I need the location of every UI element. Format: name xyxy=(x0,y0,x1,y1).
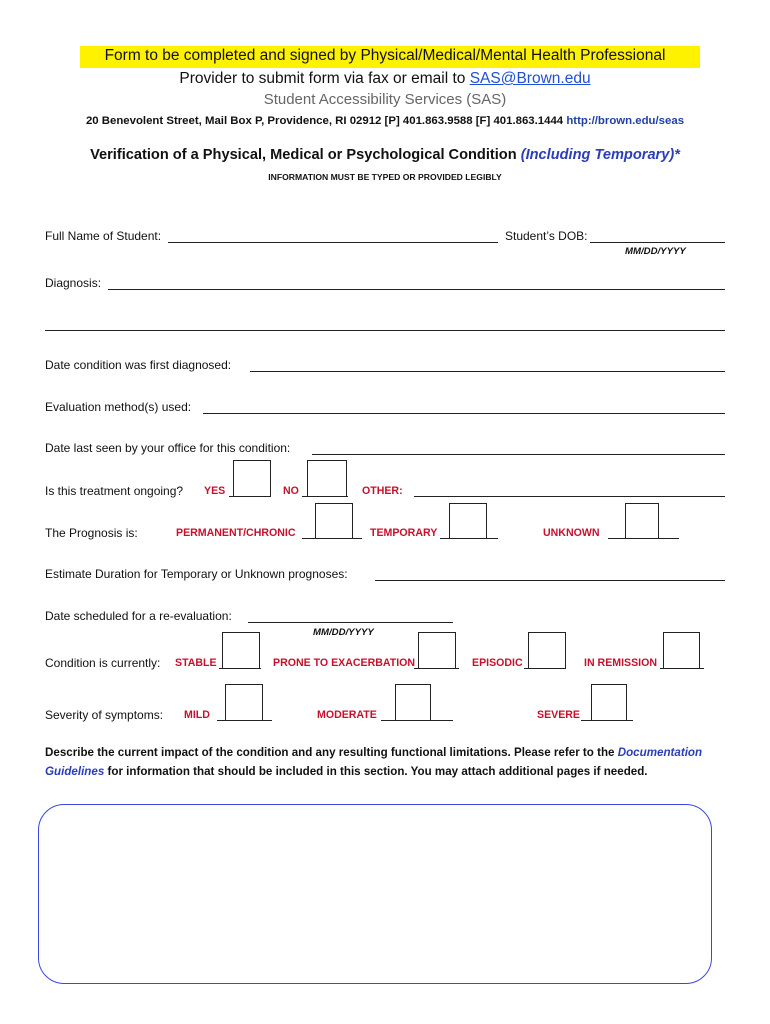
severity-moderate-label: MODERATE xyxy=(317,709,377,721)
description-textarea[interactable] xyxy=(38,804,712,984)
condition-remission-checkbox[interactable] xyxy=(663,632,700,669)
form-title: Verification of a Physical, Medical or Psychological Condition (Including Temporary)* xyxy=(90,147,680,163)
ongoing-other-field[interactable] xyxy=(414,496,725,497)
date-last-field[interactable] xyxy=(312,454,725,455)
severity-label: Severity of symptoms: xyxy=(45,708,164,722)
condition-episodic-checkbox[interactable] xyxy=(528,632,566,669)
form-subtitle: INFORMATION MUST BE TYPED OR PROVIDED LEGIBLY xyxy=(268,172,502,182)
ongoing-label: Is this treatment ongoing? xyxy=(45,484,184,498)
condition-remission-label: IN REMISSION xyxy=(584,657,657,669)
severity-moderate-checkbox[interactable] xyxy=(395,684,431,721)
date-last-label: Date last seen by your office for this condition: xyxy=(45,441,291,455)
condition-label: Condition is currently: xyxy=(45,656,161,670)
reeval-label: Date scheduled for a re-evaluation: xyxy=(45,609,232,623)
evaluation-field[interactable] xyxy=(203,413,725,414)
prognosis-temporary-label: TEMPORARY xyxy=(370,527,438,539)
full-name-label: Full Name of Student: xyxy=(45,229,162,243)
guidelines-link[interactable]: Documentation Guidelines xyxy=(45,746,703,778)
ongoing-yes-checkbox[interactable] xyxy=(233,460,271,497)
submit-instructions: Provider to submit form via fax or email to SAS@Brown.edu xyxy=(179,70,591,87)
reeval-field[interactable] xyxy=(248,622,453,623)
date-first-field[interactable] xyxy=(250,371,725,372)
severity-severe-checkbox[interactable] xyxy=(591,684,627,721)
condition-prone-label: PRONE TO EXACERBATION xyxy=(273,657,416,669)
date-first-label: Date condition was first diagnosed: xyxy=(45,358,232,372)
prognosis-permanent-label: PERMANENT/CHRONIC xyxy=(176,527,296,539)
prognosis-temporary-checkbox[interactable] xyxy=(449,503,487,539)
dob-format-hint: MM/DD/YYYY xyxy=(625,246,686,257)
full-name-field[interactable] xyxy=(168,242,498,243)
condition-prone-checkbox[interactable] xyxy=(418,632,456,669)
dob-label: Student’s DOB: xyxy=(505,229,588,243)
diagnosis-field[interactable] xyxy=(108,289,725,290)
reeval-format-hint: MM/DD/YYYY xyxy=(313,627,374,638)
estimate-label: Estimate Duration for Temporary or Unknown prognoses: xyxy=(45,567,348,581)
condition-stable-label: STABLE xyxy=(175,657,217,669)
ongoing-other-label: OTHER: xyxy=(362,485,403,497)
diagnosis-field-line-2[interactable] xyxy=(45,330,725,331)
prognosis-unknown-label: UNKNOWN xyxy=(543,527,600,539)
evaluation-label: Evaluation method(s) used: xyxy=(45,400,192,414)
website-link[interactable]: http://brown.edu/seas xyxy=(566,115,685,127)
prognosis-unknown-checkbox[interactable] xyxy=(625,503,659,539)
ongoing-yes-label: YES xyxy=(204,485,226,497)
estimate-field[interactable] xyxy=(375,580,725,581)
prognosis-label: The Prognosis is: xyxy=(45,526,138,540)
severity-mild-label: MILD xyxy=(184,709,210,721)
diagnosis-label: Diagnosis: xyxy=(45,276,102,290)
condition-episodic-label: EPISODIC xyxy=(472,657,523,669)
description-instructions: Describe the current impact of the condition and any resulting functional limitations. Please refer to the Documentation Guidelines for information that should be included in this section. You may attach additional pages if needed. xyxy=(45,746,703,778)
dob-field[interactable] xyxy=(590,242,725,243)
severity-severe-label: SEVERE xyxy=(537,709,580,721)
title-highlight: (Including Temporary)* xyxy=(520,147,680,163)
condition-stable-checkbox[interactable] xyxy=(222,632,260,669)
ongoing-no-checkbox[interactable] xyxy=(307,460,347,497)
email-link[interactable]: SAS@Brown.edu xyxy=(469,70,591,87)
office-name: Student Accessibility Services (SAS) xyxy=(263,91,507,108)
prognosis-permanent-checkbox[interactable] xyxy=(315,503,353,539)
address-line: 20 Benevolent Street, Mail Box P, Providence, RI 02912 [P] 401.863.9588 [F] 401.863.1444 http://brown.edu/seas xyxy=(85,115,685,127)
banner-text: Form to be completed and signed by Physical/Medical/Mental Health Professional xyxy=(104,47,666,64)
ongoing-no-label: NO xyxy=(283,485,299,497)
severity-mild-checkbox[interactable] xyxy=(225,684,263,721)
